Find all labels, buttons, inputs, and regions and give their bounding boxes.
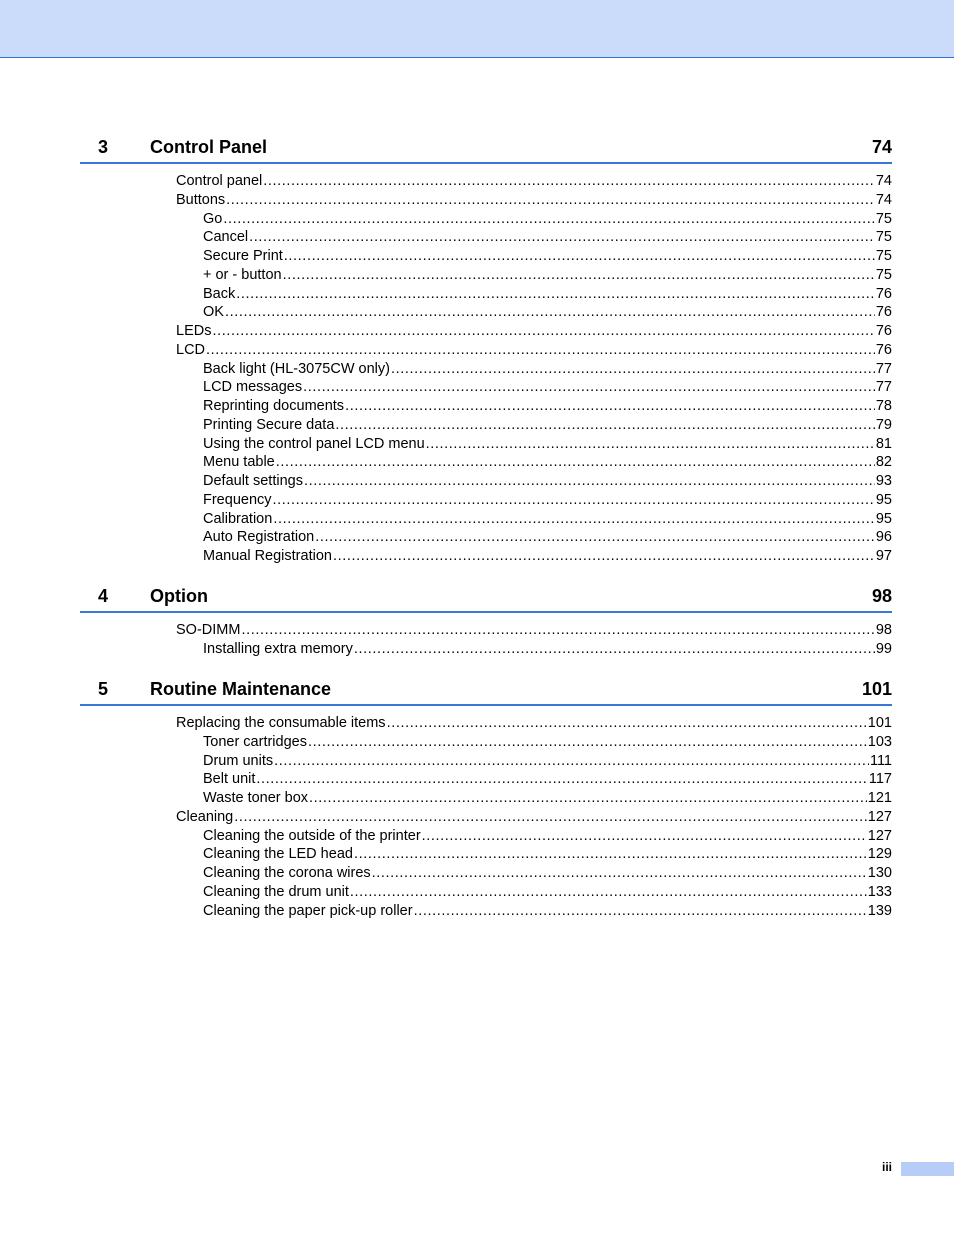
toc-entry[interactable]: [80, 397, 892, 416]
toc-entry[interactable]: [80, 752, 892, 771]
toc-entry[interactable]: [80, 360, 892, 379]
chapter-title[interactable]: Routine Maintenance: [150, 679, 332, 699]
toc-entry[interactable]: [80, 322, 892, 341]
dot-leader: [274, 752, 869, 771]
dot-leader: [309, 789, 867, 808]
toc-entry-label: Printing Secure data: [203, 416, 335, 433]
toc-entry-page: 78: [875, 398, 892, 414]
chapter-heading: [80, 677, 892, 706]
footer-tab: [901, 1162, 954, 1176]
chapter-5-section: [80, 677, 892, 920]
dot-leader: [234, 808, 867, 827]
chapter-page[interactable]: 101: [861, 679, 892, 699]
dot-leader: [249, 228, 875, 247]
toc-entry[interactable]: [80, 528, 892, 547]
dot-leader: [414, 902, 867, 921]
toc-entry[interactable]: [80, 491, 892, 510]
chapter-title[interactable]: Option: [150, 586, 208, 606]
toc-entry-label: Reprinting documents: [203, 398, 345, 414]
toc-entry-page: 129: [867, 846, 892, 863]
toc-entry[interactable]: [80, 172, 892, 191]
toc-entry-page: 75: [875, 248, 892, 264]
toc-entry-label: Toner cartridges: [203, 733, 307, 750]
dot-leader: [273, 491, 875, 510]
dot-leader: [226, 191, 875, 210]
toc-entry-label: Back light (HL-3075CW only): [203, 360, 390, 377]
dot-leader: [372, 864, 867, 883]
toc-entry-label: Drum units: [203, 752, 274, 769]
toc-entry[interactable]: [80, 341, 892, 360]
dot-leader: [335, 416, 874, 435]
dot-leader: [303, 378, 875, 397]
header-band: [0, 0, 954, 58]
toc-entry[interactable]: [80, 770, 892, 789]
toc-entry-page: 99: [875, 640, 892, 657]
toc-entry-label: Frequency: [203, 491, 272, 508]
toc-entry[interactable]: [80, 827, 892, 846]
toc-entry[interactable]: [80, 303, 892, 322]
dot-leader: [426, 435, 875, 454]
toc-entry[interactable]: [80, 472, 892, 491]
toc-entry-label: Manual Registration: [203, 548, 332, 564]
dot-leader: [391, 360, 875, 379]
toc-entry[interactable]: [80, 453, 892, 472]
toc-entry[interactable]: [80, 864, 892, 883]
dot-leader: [333, 547, 875, 566]
footer-page-number: iii: [881, 1160, 892, 1174]
toc-entry-label: LCD messages: [203, 379, 303, 396]
toc-list: [80, 714, 892, 920]
dot-leader: [283, 266, 875, 285]
chapter-page[interactable]: 98: [871, 586, 892, 606]
toc-entry-page: 76: [875, 323, 892, 339]
toc-entry-page: 81: [875, 435, 892, 452]
dot-leader: [308, 733, 867, 752]
toc-entry-page: 74: [875, 173, 892, 189]
toc-entry[interactable]: [80, 228, 892, 247]
toc-entry[interactable]: [80, 210, 892, 229]
dot-leader: [354, 640, 875, 659]
toc-entry-label: LCD: [176, 341, 206, 358]
dot-leader: [350, 883, 867, 902]
toc-entry[interactable]: [80, 416, 892, 435]
dot-leader: [212, 322, 874, 341]
chapter-number: 4: [98, 586, 109, 606]
toc-entry-page: 103: [867, 733, 892, 750]
toc-entry-label: Installing extra memory: [203, 640, 353, 657]
dot-leader: [284, 247, 875, 266]
toc-entry-label: Cleaning the paper pick-up roller: [203, 902, 413, 919]
toc-entry-label: Back: [203, 285, 236, 302]
toc-entry[interactable]: [80, 510, 892, 529]
toc-entry-label: Cleaning: [176, 808, 234, 825]
toc-entry-label: Cancel: [203, 229, 249, 246]
toc-entry[interactable]: [80, 247, 892, 266]
toc-entry[interactable]: [80, 902, 892, 921]
toc-entry-label: Menu table: [203, 454, 275, 471]
toc-entry-page: 75: [875, 210, 892, 227]
toc-entry-page: 111: [869, 752, 892, 769]
toc-entry-label: Cleaning the LED head: [203, 846, 353, 863]
toc-entry-page: 76: [875, 304, 892, 321]
chapter-4-section: [80, 584, 892, 659]
toc-entry-label: + or - button: [203, 266, 282, 283]
chapter-title[interactable]: Control Panel: [150, 137, 268, 157]
toc-entry-page: 93: [875, 473, 892, 489]
toc-entry[interactable]: [80, 285, 892, 304]
toc-entry[interactable]: [80, 883, 892, 902]
dot-leader: [206, 341, 875, 360]
toc-entry-page: 96: [875, 529, 892, 546]
toc-entry-page: 101: [867, 715, 892, 731]
toc-entry-page: 76: [875, 285, 892, 302]
chapter-number: 5: [98, 679, 109, 699]
toc-entry-page: 139: [867, 902, 892, 919]
dot-leader: [263, 172, 875, 191]
toc-entry[interactable]: [80, 435, 892, 454]
toc-entry[interactable]: [80, 640, 892, 659]
toc-entry[interactable]: [80, 789, 892, 808]
chapter-number: 3: [98, 137, 109, 157]
toc-entry[interactable]: [80, 733, 892, 752]
toc-entry-label: Control panel: [176, 173, 263, 189]
dot-leader: [236, 285, 875, 304]
toc-entry-page: 77: [875, 360, 892, 377]
toc-entry-label: Cleaning the outside of the printer: [203, 827, 421, 844]
toc-entry-page: 75: [875, 229, 892, 246]
toc-entry[interactable]: [80, 547, 892, 566]
dot-leader: [225, 303, 875, 322]
dot-leader: [422, 827, 867, 846]
toc-entry-page: 98: [875, 622, 892, 638]
toc-entry-page: 130: [867, 865, 892, 881]
toc-entry-page: 76: [875, 341, 892, 358]
toc-entry[interactable]: [80, 266, 892, 285]
toc-entry-label: OK: [203, 304, 224, 321]
toc-list: [80, 621, 892, 659]
dot-leader: [223, 210, 875, 229]
chapter-heading: [80, 135, 892, 164]
toc-entry-page: 95: [875, 510, 892, 527]
dot-leader: [273, 510, 875, 529]
chapter-page[interactable]: 74: [871, 137, 892, 157]
toc-entry[interactable]: [80, 845, 892, 864]
toc-entry-page: 127: [867, 827, 892, 844]
toc-entry-page: 77: [875, 379, 892, 396]
toc-entry[interactable]: [80, 191, 892, 210]
dot-leader: [387, 714, 867, 733]
toc-entry-page: 79: [875, 416, 892, 433]
toc-entry[interactable]: [80, 714, 892, 733]
dot-leader: [304, 472, 875, 491]
toc-entry-label: Replacing the consumable items: [176, 715, 386, 731]
toc-entry-label: Go: [203, 210, 223, 227]
toc-entry-page: 133: [867, 883, 892, 900]
toc-entry-label: Belt unit: [203, 771, 256, 788]
toc-entry-label: Cleaning the corona wires: [203, 865, 371, 881]
toc-entry-label: SO-DIMM: [176, 622, 241, 638]
toc-entry-page: 127: [867, 808, 892, 825]
toc-entry-label: Secure Print: [203, 248, 283, 264]
toc-entry-label: Auto Registration: [203, 529, 315, 546]
toc-entry[interactable]: [80, 621, 892, 640]
toc-list: [80, 172, 892, 566]
dot-leader: [354, 845, 867, 864]
toc-entry-page: 121: [867, 790, 892, 806]
toc-entry-label: Buttons: [176, 191, 226, 208]
toc-entry-page: 95: [875, 491, 892, 508]
toc-entry[interactable]: [80, 808, 892, 827]
dot-leader: [315, 528, 875, 547]
chapter-3-section: [80, 135, 892, 566]
toc-entry-label: Waste toner box: [203, 790, 309, 806]
toc-entry-label: Calibration: [203, 510, 273, 527]
chapter-heading: [80, 584, 892, 613]
toc-entry-label: Cleaning the drum unit: [203, 883, 349, 900]
dot-leader: [276, 453, 875, 472]
toc-entry-label: Using the control panel LCD menu: [203, 435, 425, 452]
toc-entry-page: 82: [875, 454, 892, 471]
dot-leader: [345, 397, 875, 416]
toc-entry-page: 75: [875, 266, 892, 283]
toc-entry-page: 97: [875, 548, 892, 564]
toc-entry-page: 117: [868, 771, 892, 788]
toc-entry-label: LEDs: [176, 323, 212, 339]
toc-entry[interactable]: [80, 378, 892, 397]
toc-entry-page: 74: [875, 191, 892, 208]
dot-leader: [241, 621, 874, 640]
toc-entry-label: Default settings: [203, 473, 303, 489]
dot-leader: [256, 770, 867, 789]
